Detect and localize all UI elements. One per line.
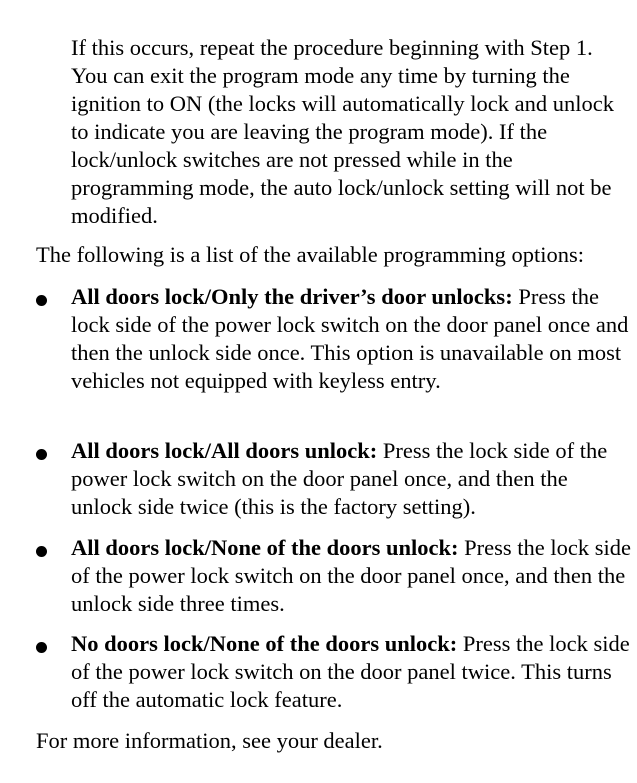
option-description: Press the lock side of the power lock switch on the door panel once, and then the unlock side twice (this is the factory setting). <box>71 438 608 519</box>
option-title: All doors lock/Only the driver’s door unlocks: <box>71 284 513 309</box>
bullet-icon <box>36 642 47 653</box>
option-title: All doors lock/All doors unlock: <box>71 438 378 463</box>
options-intro: The following is a list of the available programming options: <box>36 242 585 267</box>
bullet-icon <box>36 546 47 557</box>
bullet-icon <box>36 449 47 460</box>
closing-paragraph: For more information, see your dealer. <box>36 728 383 753</box>
option-title: No doors lock/None of the doors unlock: <box>71 631 458 656</box>
option-text <box>71 630 633 714</box>
bullet-icon <box>36 295 47 306</box>
option-text <box>71 534 633 618</box>
option-title: All doors lock/None of the doors unlock: <box>71 535 459 560</box>
option-text <box>71 283 633 395</box>
option-text <box>71 437 633 521</box>
continuation-paragraph: If this occurs, repeat the procedure beginning with Step 1. You can exit the program mode any time by turning the ignition to ON (the locks will automatically lock and unlock to indicate you are leaving the program mode). If the lock/unlock switches are not pressed while in the programming mode, the auto lock/unlock setting will not be modified. <box>71 35 615 228</box>
option-description: Press the lock side of the power lock switch on the door panel once and then the unlock side once. This option is unavailable on most vehicles not equipped with keyless entry. <box>71 284 629 393</box>
option-description: Press the lock side of the power lock switch on the door panel twice. This turns off the automatic lock feature. <box>71 631 630 712</box>
option-description: Press the lock side of the power lock switch on the door panel once, and then the unlock side three times. <box>71 535 632 616</box>
